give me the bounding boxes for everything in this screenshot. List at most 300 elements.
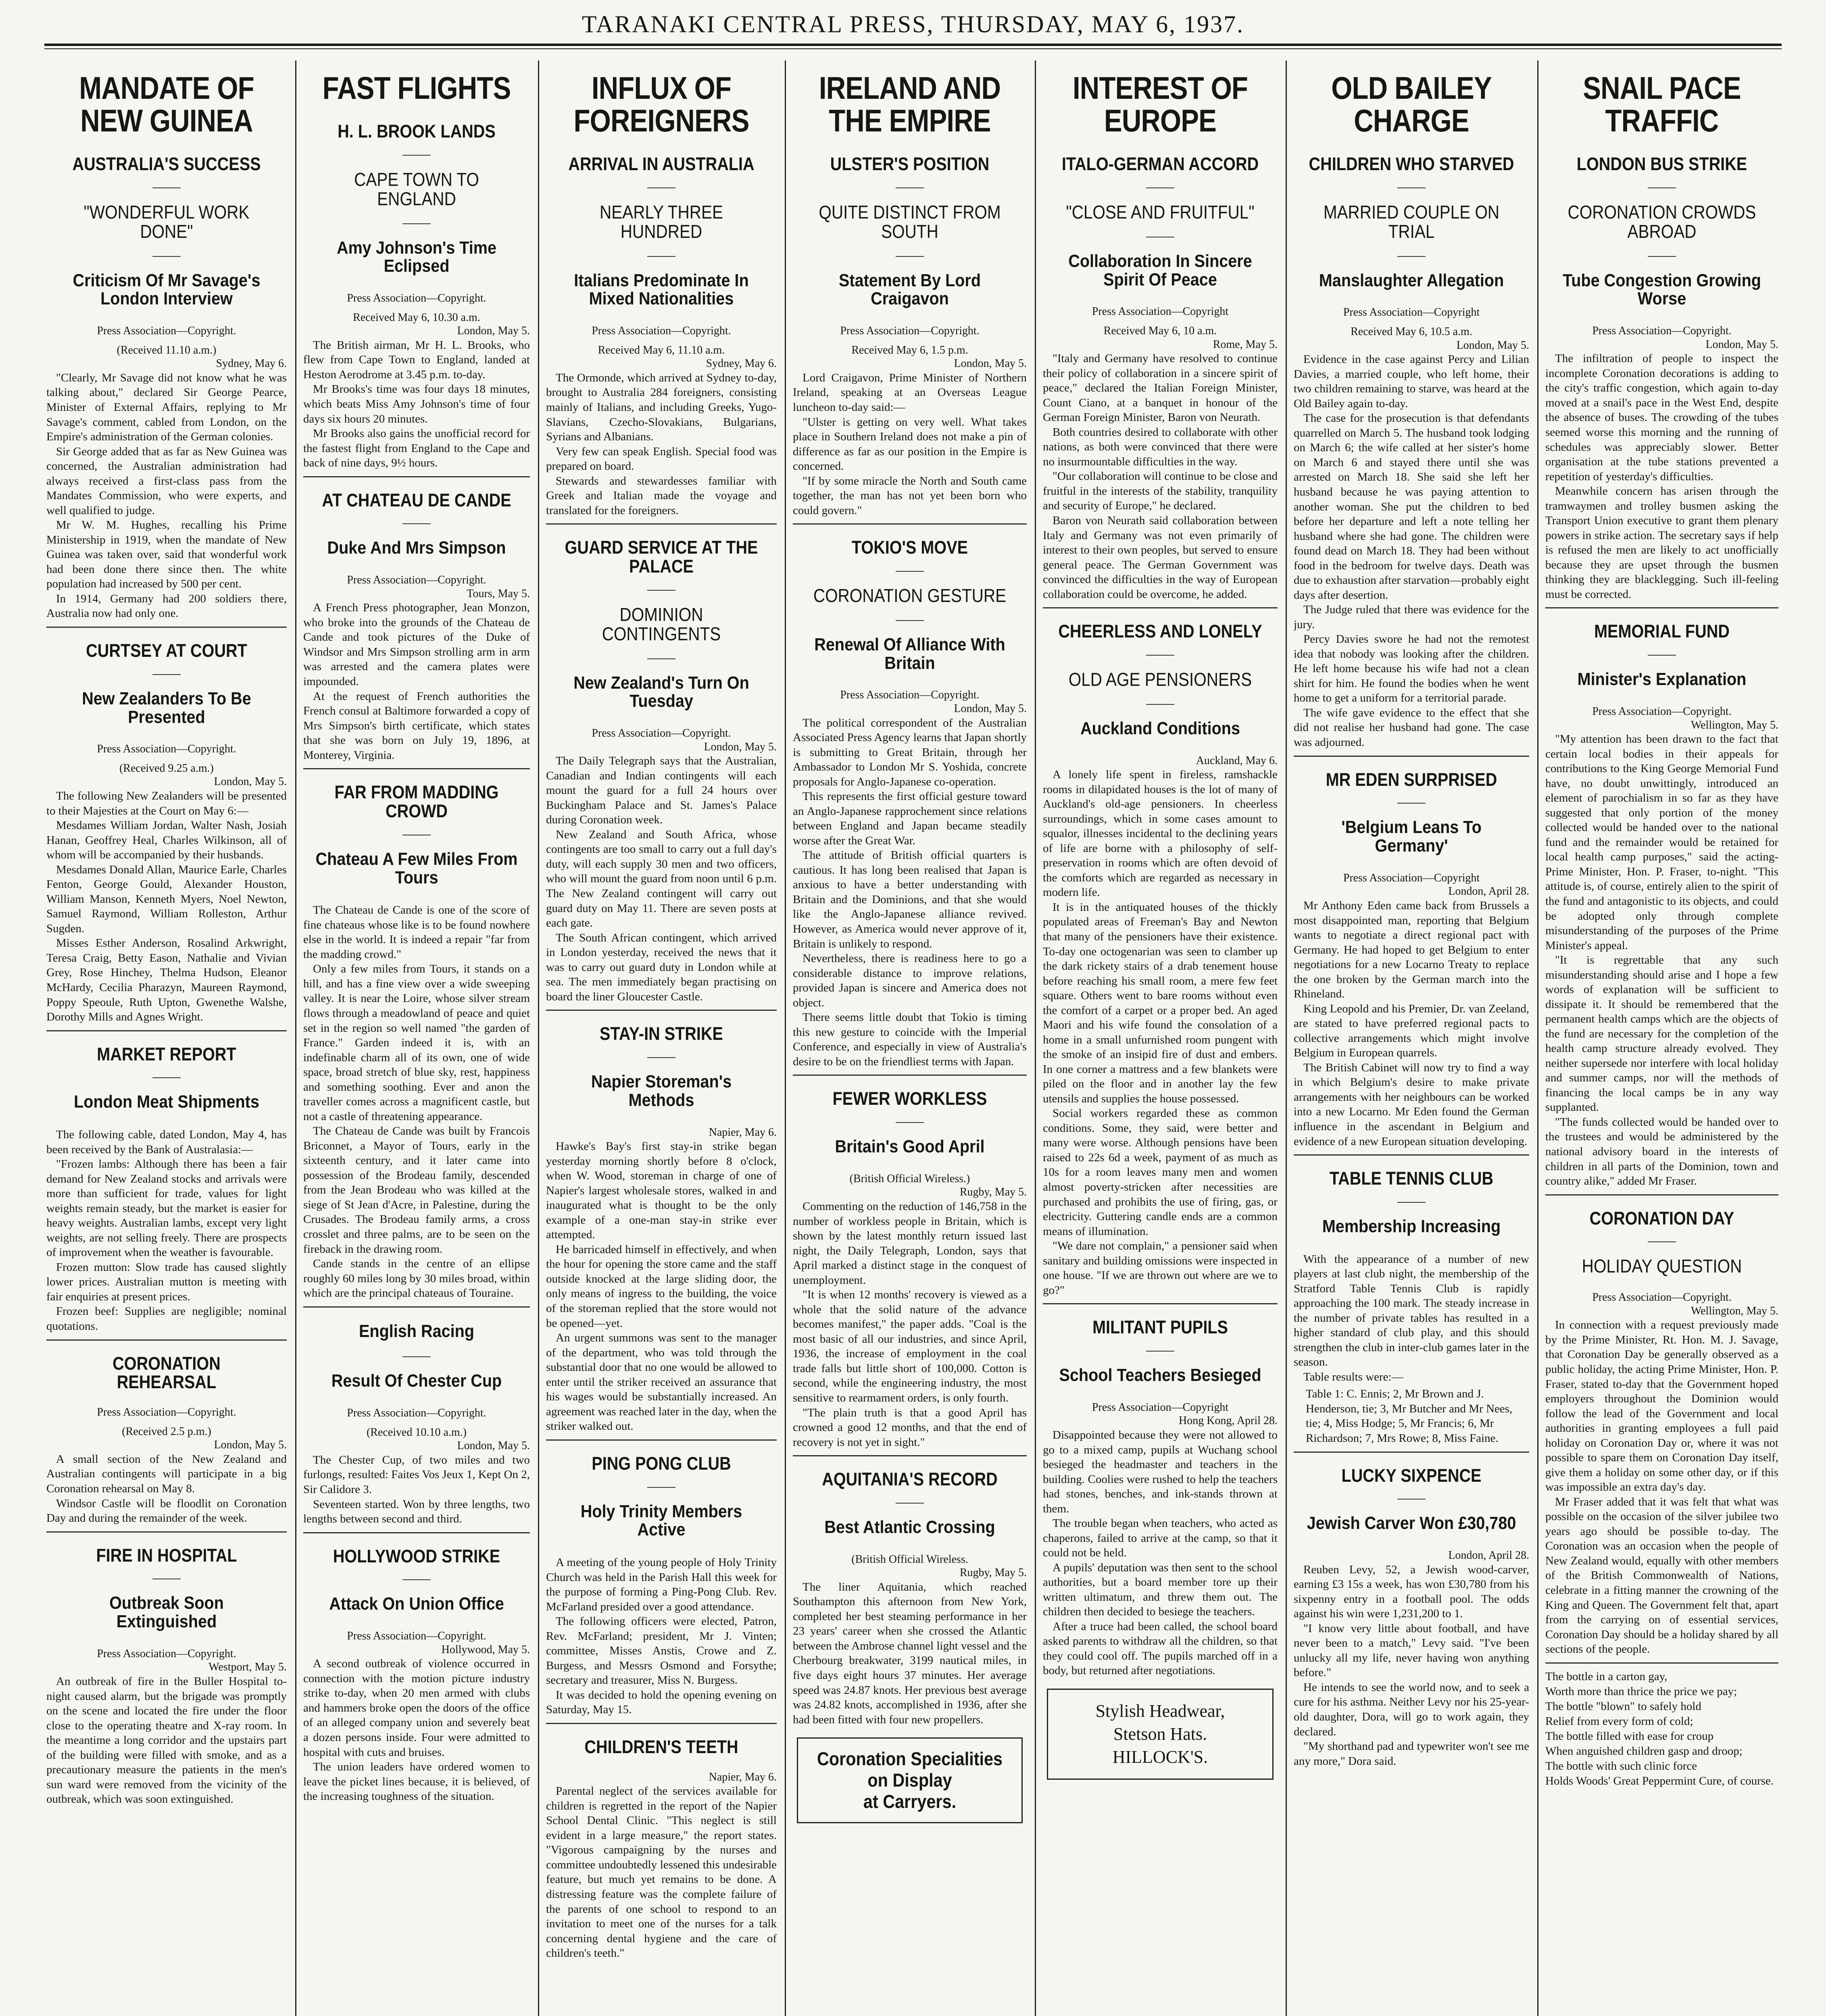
ad-line: HILLOCK'S. <box>1112 1747 1208 1767</box>
article-snail-pace-traffic <box>1545 72 1778 602</box>
rule <box>402 1579 431 1580</box>
paragraph: Mr W. M. Hughes, recalling his Prime Ministership in 1919, when the mandate of New Guinea was taken over, said that wonderful work had been done there since then. The white population had increased by 500 per cent. <box>46 519 287 591</box>
paragraph: The Judge ruled that there was evidence for the jury. <box>1294 603 1529 631</box>
paragraph: The trouble began when teachers, who acted as chaperons, failed to arrive at the camp, so that it could not be held. <box>1043 1517 1278 1560</box>
rule <box>402 155 431 156</box>
subheading: London Meat Shipments <box>74 1092 259 1112</box>
headline: CURTSEY AT COURT <box>86 640 247 661</box>
rule <box>1397 256 1426 257</box>
article-memorial-fund <box>1545 622 1778 1188</box>
rule <box>1397 803 1426 804</box>
paragraph: "Our collaboration will continue to be close and fruitful in the interests of the stability, tranquility and security of Europe," he declared. <box>1043 470 1278 512</box>
paragraph: A lonely life spent in fireless, ramshackle rooms in dilapidated houses is the lot of many of Auckland's old-age pensioners. In cheerless surroundings, which in some cases amount to squalor, illnesses incidental to the declining years of life are borne with a philosophy of self-preservation in rooms which are often devoid of the comforts which are regarded as necessary in modern life. <box>1043 768 1278 899</box>
rule <box>647 187 675 188</box>
subheading: AUSTRALIA'S SUCCESS <box>72 154 261 175</box>
paragraph: The wife gave evidence to the effect that she did not realise her husband had gone. The case was adjourned. <box>1294 706 1529 749</box>
paragraph: The political correspondent of the Australian Associated Press Agency learns that Japan shortly is submitting to Great Britain, through her Ambassador to London Mr S. Yoshida, concrete proposals for Anglo-Japanese co-operation. <box>793 716 1027 788</box>
rule <box>1648 655 1676 656</box>
subheading: Manslaughter Allegation <box>1319 270 1504 290</box>
subheading: MARRIED COUPLE ON TRIAL <box>1323 202 1500 242</box>
dateline: London, May 5. <box>214 775 287 788</box>
section-divider <box>793 1075 1027 1076</box>
section-divider <box>546 1723 777 1724</box>
paragraph: The attitude of British official quarters is cautious. It has long been realised that Japan is anxious to have a better understanding with Britain and the Dominions, and that she would like the Anglo-Japanese alliance revived. However, as America would never approve of it, Britain is unlikely to respond. <box>793 849 1027 950</box>
section-divider <box>303 768 530 769</box>
masthead-rule <box>44 48 1782 49</box>
dateline: Sydney, May 6. <box>216 357 287 370</box>
paragraph: The British airman, Mr H. L. Brooks, who flew from Cape Town to England, landed at Heston Aerodrome at 3.45 p.m. to-day. <box>303 338 530 381</box>
paragraph: Commenting on the reduction of 146,758 in the number of workless people in Britain, which is shown by the latest monthly return issued last night, the Daily Telegraph, London, says that April marked a distinct stage in the conquest of unemployment. <box>793 1200 1027 1287</box>
ad-line: at Carryers. <box>863 1791 957 1812</box>
credit: (Received 11.10 a.m.) <box>117 344 217 356</box>
dateline: London, May 5. <box>954 702 1027 715</box>
rule <box>896 256 924 257</box>
headline: CHEERLESS AND LONELY <box>1058 621 1262 642</box>
dateline: Wellington, May 5. <box>1691 719 1778 731</box>
paragraph: The British Cabinet will now try to find a way in which Belgium's desire to make private arrangements with her neighbours can be worked into a new Locarno. Mr Eden found the German influence in the ascendant in Belgium and evidence of a new European situation developing. <box>1294 1061 1529 1148</box>
paragraph: "We dare not complain," a pensioner said when sanitary and building omissions were inspected in one house. "If we are thrown out where are we to go?" <box>1043 1239 1278 1297</box>
paragraph: "I know very little about football, and have never been to a match," Levy said. "I've been unlucky all my life, never having won anything before." <box>1294 1622 1529 1679</box>
rule <box>1146 1351 1174 1352</box>
article-fast-flights <box>303 72 530 471</box>
paragraph: The following New Zealanders will be presented to their Majesties at the Court on May 6:— <box>46 789 287 817</box>
rule <box>647 590 675 591</box>
dateline: London, May 5. <box>704 740 777 753</box>
credit: Received May 6, 10 a.m. <box>1103 324 1217 337</box>
article-militant-pupils <box>1043 1318 1278 1678</box>
subheading: Collaboration In Sincere Spirit Of Peace <box>1068 251 1252 289</box>
dateline: Rome, May 5. <box>1213 338 1278 351</box>
section-divider <box>1043 607 1278 608</box>
column-6 <box>1294 56 1529 2016</box>
subheading: Duke And Mrs Simpson <box>327 538 506 558</box>
masthead <box>0 0 1826 60</box>
paragraph: Misses Esther Anderson, Rosalind Arkwright, Teresa Craig, Betty Eason, Nathalie and Vivian Grey, Rose Hinchey, Thelma Hudson, Eleanor McHardy, Cecilia Pharazyn, Maureen Raymond, Poppy Speoule, Ruth Upton, Gwenethe Walshe, Dorothy Mills and Agnes Wright. <box>46 937 287 1024</box>
paragraph: The case for the prosecution is that defendants quarrelled on March 5. The husband took lodging on March 6; the wife called at her sister's home on March 6 and stayed there until she was arrested on March 18. She said she left her husband because he was paying attention to another woman. She put the children to bed before her departure and left a note telling her husband where she had gone. The children were found dead on March 18. They had been without food in the bedroom for twelve days. Death was due to exhaustion after starvation—probably eight days after desertion. <box>1294 412 1529 602</box>
paragraph: A meeting of the young people of Holy Trinity Church was held in the Parish Hall this week for the purpose of forming a Ping-Pong Club. Rev. McFarland presided over a good attendance. <box>546 1556 777 1613</box>
subheading: Napier Storeman's Methods <box>591 1072 732 1110</box>
paragraph: "It is when 12 months' recovery is viewed as a whole that the solid nature of the advance becomes manifest," the paper adds. "Coal is the most basic of all our industries, and since April, 1936, the increase of employment in the coal trade falls but little short of 100,000. Cotton is second, while the engineering industry, the most sensitive to rearmament orders, is only fourth. <box>793 1288 1027 1404</box>
rule <box>1146 187 1174 188</box>
credit: Press Association—Copyright. <box>840 689 980 702</box>
section-divider <box>1545 607 1778 608</box>
ad-line: Worth more than thrice the price we pay; <box>1545 1685 1737 1698</box>
subheading: Holy Trinity Members Active <box>580 1501 742 1540</box>
headline: CORONATION DAY <box>1589 1208 1734 1229</box>
rule <box>896 620 924 621</box>
article-table-tennis-club <box>1294 1169 1529 1445</box>
ad-line: Relief from every form of cold; <box>1545 1714 1693 1728</box>
paragraph: Seventeen started. Won by three lengths, two lengths between second and third. <box>303 1497 530 1526</box>
paragraph: Very few can speak English. Special food was prepared on board. <box>546 445 777 473</box>
credit: Press Association—Copyright. <box>840 325 980 337</box>
credit: Press Association—Copyright. <box>97 743 236 756</box>
subheading: "CLOSE AND FRUITFUL" <box>1066 202 1255 223</box>
credit: Press Association—Copyright. <box>347 292 486 305</box>
subheading: OLD AGE PENSIONERS <box>1068 669 1252 690</box>
paragraph: A second outbreak of violence occurred in connection with the motion picture industry strike to-day, when 20 men armed with clubs and hammers broke open the doors of the office of an alleged company union and severely beat a dozen persons inside. Four were admitted to hospital with cuts and bruises. <box>303 1657 530 1759</box>
headline: INTEREST OF EUROPE <box>1072 70 1248 139</box>
headline: AQUITANIA'S RECORD <box>822 1469 998 1490</box>
section-divider <box>46 1531 287 1533</box>
article-interest-of-europe <box>1043 72 1278 602</box>
paragraph: Frozen mutton: Slow trade has caused slightly lower prices. Australian mutton is meeting with fair enquiries at present prices. <box>46 1260 287 1303</box>
paragraph: Mesdames William Jordan, Walter Nash, Josiah Hanan, Geoffrey Heal, Charles Wilkinson, all of whom will be accompanied by their husbands. <box>46 819 287 862</box>
subheading: CORONATION CROWDS ABROAD <box>1568 202 1756 242</box>
paragraph: Mr Brooks also gains the unofficial record for the fastest flight from England to the Cape and back of nine days, 9½ hours. <box>303 427 530 470</box>
subheading: NEARLY THREE HUNDRED <box>600 202 723 242</box>
credit: Press Association—Copyright. <box>1592 1291 1732 1304</box>
paragraph: "My shorthand pad and typewriter won't see me any more," Dora said. <box>1294 1740 1529 1768</box>
article-market-report <box>46 1045 287 1334</box>
dateline: Auckland, May 6. <box>1196 754 1278 767</box>
subheading: DOMINION CONTINGENTS <box>602 604 721 644</box>
paragraph: Social workers regarded these as common conditions. Some, they said, were better and many were worse. Although pensions have been raised to 22s 6d a week, payment of as much as 10s for a room leaves many men and women almost poverty-stricken after necessities are purchased and prohibits the use of firing, gas, or electricity. Guttering candle ends are a common means of illumination. <box>1043 1107 1278 1238</box>
article-cheerless-and-lonely <box>1043 622 1278 1297</box>
paragraph: It is in the antiquated houses of the thickly populated areas of Freeman's Bay and Newton that many of the pensioners have their existence. To-day one octogenarian was seen to clamber up the dark rickety stairs of a drab tenement house before reaching his small room, a mere few feet square. Others went to bare rooms without even the comfort of a carpet or a proper bed. An aged Maori and his wife found the consolation of a home in a small unfurnished room pungent with the smoke of an insipid fire of dust and embers. In one corner a mattress and a few blankets were piled on the floor and in another lay the few utensils and supplies the house possessed. <box>1043 900 1278 1105</box>
section-divider <box>1294 756 1529 757</box>
credit: (Received 10.10 a.m.) <box>366 1426 467 1439</box>
credit: Press Association—Copyright <box>1092 305 1229 318</box>
headline: STAY-IN STRIKE <box>600 1023 723 1044</box>
dateline: London, April 28. <box>1448 1549 1529 1562</box>
credit: (Received 9.25 a.m.) <box>119 762 214 775</box>
column-2 <box>303 56 530 2016</box>
credit: (British Official Wireless. <box>851 1553 968 1566</box>
advertisement <box>797 1737 1023 1823</box>
credit: Press Association—Copyright. <box>97 325 236 337</box>
subheading: QUITE DISTINCT FROM SOUTH <box>819 202 1001 242</box>
ad-line: Stetson Hats. <box>1113 1724 1207 1744</box>
paragraph: Mr Fraser added that it was felt that what was possible on the occasion of the silver jubilee two years ago should be possible to-day. The Coronation was an occasion when the people of New Zealand would, equally with other members of the British Commonwealth of Nations, celebrate in a fitting manner the crowning of the King and Queen. The Government felt that, apart from the carrying on of essential services, Coronation Day should be a holiday shared by all sections of the people. <box>1545 1495 1778 1656</box>
headline: FEWER WORKLESS <box>832 1088 987 1109</box>
paragraph: A French Press photographer, Jean Monzon, who broke into the grounds of the Chateau de Cande and took pictures of the Duke of Windsor and Mrs Simpson strolling arm in arm was arrested and the camera plates were impounded. <box>303 601 530 688</box>
section-divider <box>46 1339 287 1341</box>
paragraph: An outbreak of fire in the Buller Hospital to-night caused alarm, but the brigade was promptly on the scene and located the fire under the floor close to the operating theatre and X-ray room. In the meantime a long corridor and the upstairs part of the building were filled with smoke, and as a precautionary measure the patients in the men's sun ward were removed from the vicinity of the outbreak, which was soon extinguished. <box>46 1675 287 1806</box>
ad-line: The bottle filled with ease for croup <box>1545 1730 1714 1743</box>
article-curtsey-at-court <box>46 641 287 1025</box>
paragraph: Table results were:— <box>1303 1370 1403 1383</box>
paragraph: The Ormonde, which arrived at Sydney to-day, brought to Australia 284 foreigners, consisting mainly of Italians, and including Greeks, Yugo-Slavians, Czecho-Slovakians, Bulgarians, Syrians and Albanians. <box>546 371 777 444</box>
paragraph: Parental neglect of the services available for children is regretted in the report of the Napier School Dental Clinic. "This neglect is still evident in a large measure," the report states. "Vigorous campaigning by the nurses and committee undoubtedly lessened this undesirable feature, but much yet remains to be done. A distressing feature was the complete failure of the parents of one school to respond to an invitation to meet one of the nurses for a talk concerning dental hygiene and the care of children's teeth." <box>546 1785 777 1960</box>
rule <box>896 187 924 188</box>
rule <box>1397 187 1426 188</box>
headline: CORONATION REHEARSAL <box>113 1353 221 1393</box>
dateline: Napier, May 6. <box>709 1770 777 1783</box>
credit: Press Association—Copyright. <box>592 325 731 337</box>
paragraph: The Chester Cup, of two miles and two furlongs, resulted: Faites Vos Jeux 1, Kept On 2, Sir Calidore 3. <box>303 1453 530 1496</box>
credit: Press Association—Copyright. <box>347 1630 486 1643</box>
article-guard-service <box>546 538 777 1004</box>
ad-line: Stylish Headwear, <box>1095 1701 1225 1721</box>
article-aquitanias-record <box>793 1470 1027 1727</box>
column-4 <box>793 56 1027 2016</box>
paragraph: Mr Anthony Eden came back from Brussels a most disappointed man, reporting that Belgium wants to negotiate a direct regional pact with Germany. He had hoped to get Belgium to enter negotiations for a new Locarno Treaty to replace the one broken by the German march into the Rhineland. <box>1294 899 1529 1001</box>
dateline: Rugby, May 5. <box>959 1566 1027 1579</box>
paragraph: New Zealand and South Africa, whose contingents are too small to carry out a full day's duty, will each supply 30 men and two officers, who will mount the guard from noon until 6 p.m. The New Zealand contingent will carry out guard duty on May 11. There are seven posts at each gate. <box>546 828 777 930</box>
paragraph: Lord Craigavon, Prime Minister of Northern Ireland, speaking at an Overseas League luncheon to-day said:— <box>793 371 1027 414</box>
paragraph: Reuben Levy, 52, a Jewish wood-carver, earning £3 15s a week, has won £30,780 from his sixpenny entry in a football pool. The odds against his win were 1,231,200 to 1. <box>1294 1563 1529 1620</box>
dateline: Hollywood, May 5. <box>441 1643 530 1656</box>
dateline: Wellington, May 5. <box>1691 1304 1778 1317</box>
subheading: Tube Congestion Growing Worse <box>1562 270 1761 309</box>
article-lucky-sixpence <box>1294 1466 1529 1769</box>
credit: Press Association—Copyright. <box>592 727 731 740</box>
article-tokios-move <box>793 538 1027 1069</box>
ad-line: The bottle in a carton gay, <box>1545 1670 1668 1683</box>
dateline: London, May 5. <box>214 1439 287 1452</box>
paragraph: Nevertheless, there is readiness here to go a considerable distance to improve relations, provided Japan is sincere and America does not object. <box>793 952 1027 1009</box>
article-mandate-new-guinea <box>46 72 287 621</box>
subheading: Statement By Lord Craigavon <box>838 270 981 309</box>
credit: Press Association—Copyright. <box>347 1407 486 1420</box>
article-coronation-rehearsal <box>46 1354 287 1526</box>
rule <box>1648 187 1676 188</box>
rule <box>1648 256 1676 257</box>
credit: Press Association—Copyright <box>1092 1401 1229 1414</box>
subheading: H. L. BROOK LANDS <box>338 121 496 142</box>
headline: OLD BAILEY CHARGE <box>1331 70 1492 139</box>
ad-line: The bottle "blown" to safely hold <box>1545 1699 1701 1713</box>
column-rule <box>538 60 539 2016</box>
column-3 <box>546 56 777 2016</box>
table-results: Table 1: C. Ennis; 2, Mr Brown and J. Henderson, tie; 3, Mr Butcher and Mr Nees, tie; 4, Miss Hodge; 5, Mr Francis; 6, Mr Richardson; 7, Mrs Rowe; 8, Miss Faine. <box>1306 1387 1513 1445</box>
subheading: ARRIVAL IN AUSTRALIA <box>568 154 755 175</box>
dateline: London, May 5. <box>1705 338 1778 351</box>
paragraph: The infiltration of people to inspect the incomplete Coronation decorations is adding to the city's traffic congestion, which again to-day moved at a snail's pace in the West End, despite the absence of buses. The crowding of the tubes seemed worse this morning and the running of schedules was appreciably slower. Better organisation at the tube stations prevented a repetition of yesterday's difficulties. <box>1545 352 1778 483</box>
paragraph: The South African contingent, which arrived in London yesterday, received the news that it was to carry out guard duty in London while at sea. The men immediately began practising on board the liner Gloucester Castle. <box>546 931 777 1003</box>
paragraph: The Chateau de Cande is one of the score of fine chateaus whose like is to be found nowhere else in the world. It is indeed a repair "far from the madding crowd." <box>303 904 530 961</box>
paragraph: There seems little doubt that Tokio is timing this new gesture to coincide with the Imperial Conference, and especially in view of Australia's desire to be on the friendliest terms with Japan. <box>793 1011 1027 1068</box>
rule <box>896 571 924 572</box>
paragraph: The Chateau de Cande was built by Francois Briconnet, a Mayor of Tours, early in the sixteenth century, and it later came into possession of the Brodeau family, descended from the Jean Brodeau who was killed at the siege of St Jean d'Acre, in Palestine, during the Crusades. The Brodeau family arms, a cross crosslet and three palms, are to be seen on the fireback in the drawing room. <box>303 1125 530 1256</box>
credit: Received May 6, 1.5 p.m. <box>851 344 968 356</box>
credit: Received May 6, 10.30 a.m. <box>353 311 480 324</box>
subheading: New Zealand's Turn On Tuesday <box>573 673 749 711</box>
article-english-racing <box>303 1322 530 1527</box>
paragraph: Meanwhile concern has arisen through the tramwaymen and trolley busmen asking the Transport Union executive to grant them plenary powers in strike action. The secretary says if help is refused the men are likely to act unofficially because they are upset through the busmen thinking they are blacklegging. Such ill-feeling must be corrected. <box>1545 485 1778 601</box>
section-divider <box>546 1010 777 1011</box>
column-7 <box>1545 56 1778 2016</box>
subheading: Chateau A Few Miles From Tours <box>315 849 518 887</box>
headline: INFLUX OF FOREIGNERS <box>573 70 749 139</box>
subheading: LONDON BUS STRIKE <box>1576 154 1747 175</box>
headline: IRELAND AND THE EMPIRE <box>819 70 1001 139</box>
rule <box>152 1077 181 1078</box>
rule <box>402 1356 431 1357</box>
paragraph: Mr Brooks's time was four days 18 minutes, which beats Miss Amy Johnson's time of four days six hours 20 minutes. <box>303 383 530 425</box>
dateline: London, May 5. <box>457 325 530 337</box>
article-far-from-madding-crowd <box>303 783 530 1300</box>
rule <box>1648 1241 1676 1242</box>
section-divider <box>46 627 287 628</box>
subheading: Criticism Of Mr Savage's London Interview <box>73 270 261 309</box>
paragraph: In 1914, Germany had 200 soldiers there, Australia now had only one. <box>46 592 287 620</box>
subheading: Result Of Chester Cup <box>331 1371 502 1391</box>
masthead-title: TARANAKI CENTRAL PRESS, THURSDAY, MAY 6, 1937. <box>582 11 1244 37</box>
paragraph: Hawke's Bay's first stay-in strike began yesterday morning shortly before 8 o'clock, when W. Wood, storeman in charge of one of Napier's largest wholesale stores, walked in and inaugurated what is thought to be the only example of a one-man stay-in strike ever attempted. <box>546 1140 777 1241</box>
rule <box>152 674 181 675</box>
rule <box>896 1503 924 1504</box>
section-divider <box>303 1532 530 1533</box>
paragraph: He barricaded himself in effectively, and when the hour for opening the store came and the staff outside knocked at the large sliding door, the only means of ingress to the building, the voice of the storeman replied that the store would not be opened—yet. <box>546 1243 777 1330</box>
paragraph: Evidence in the case against Percy and Lilian Davies, a married couple, who left home, their two children remaining to starve, was heard at the Old Bailey again to-day. <box>1294 353 1529 410</box>
article-eden-surprised <box>1294 771 1529 1149</box>
article-fire-in-hospital <box>46 1546 287 1807</box>
rule <box>647 1057 675 1058</box>
dateline: Hong Kong, April 28. <box>1179 1414 1278 1427</box>
paragraph: Windsor Castle will be floodlit on Coronation Day and during the remainder of the week. <box>46 1497 287 1525</box>
section-divider <box>546 523 777 525</box>
ad-line: Coronation Specialities on Display <box>817 1748 1003 1791</box>
headline: HOLLYWOOD STRIKE <box>333 1545 500 1566</box>
rule <box>152 256 181 257</box>
paragraph: "The plain truth is that a good April has crowned a good 12 months, and that the end of recovery is not yet in sight." <box>793 1406 1027 1449</box>
rule <box>647 256 675 257</box>
peppermint-cure-advertisement <box>1545 1669 1778 1789</box>
paragraph: Both countries desired to collaborate with other nations, as both were convinced that there were no insurmountable difficulties in the way. <box>1043 425 1278 468</box>
subheading: 'Belgium Leans To Germany' <box>1341 817 1482 856</box>
credit: Press Association—Copyright. <box>1592 705 1732 718</box>
paragraph: Mesdames Donald Allan, Maurice Earle, Charles Fenton, George Gould, Alexander Houston, William Manson, Kenneth Myers, Noel Newton, Samuel Raymond, William Rolleston, Arthur Sugden. <box>46 863 287 935</box>
dateline: London, May 5. <box>1456 339 1529 352</box>
column-rule <box>295 60 296 2016</box>
headline: FAST FLIGHTS <box>322 70 511 106</box>
subheading: Outbreak Soon Extinguished <box>109 1593 224 1632</box>
section-divider <box>1294 1452 1529 1453</box>
paragraph: It was decided to hold the opening evening on Saturday, May 15. <box>546 1688 777 1716</box>
article-ping-pong-club <box>546 1454 777 1717</box>
subheading: CAPE TOWN TO ENGLAND <box>354 169 479 209</box>
headline: English Racing <box>359 1321 475 1341</box>
rule <box>1397 1499 1426 1500</box>
paragraph: Frozen beef: Supplies are negligible; nominal quotations. <box>46 1305 287 1333</box>
column-1 <box>46 56 287 2016</box>
section-divider <box>1043 1303 1278 1304</box>
dateline: London, May 5. <box>954 357 1027 370</box>
column-rule <box>1537 60 1538 2016</box>
subheading: Best Atlantic Crossing <box>824 1517 995 1537</box>
credit: (Received 2.5 p.m.) <box>122 1425 211 1438</box>
credit: Press Association—Copyright. <box>1592 325 1732 337</box>
section-divider <box>1545 1194 1778 1195</box>
dateline: London, April 28. <box>1448 885 1529 898</box>
paragraph: After a truce had been called, the school board asked parents to withdraw all the children, so that they could cool off. The pupils marched off in a body, but returned after negotiations. <box>1043 1620 1278 1677</box>
masthead-rule <box>44 44 1782 46</box>
paragraph: Percy Davies swore he had not the remotest idea that nobody was looking after the children. He left home because his wife had not a clean shirt for him. He found the bodies when he went home to get a uniform for a territorial parade. <box>1294 633 1529 705</box>
headline: MEMORIAL FUND <box>1594 621 1730 642</box>
column-rule <box>1286 60 1287 2016</box>
rule <box>896 1122 924 1123</box>
subheading: Auckland Conditions <box>1080 718 1240 738</box>
rule <box>1146 704 1174 705</box>
paragraph: A small section of the New Zealand and Australian contingents will participate in a big Coronation rehearsal on May 8. <box>46 1452 287 1495</box>
paragraph: In connection with a request previously made by the Prime Minister, Rt. Hon. M. J. Savage, that Coronation Day be generally observed as a public holiday, the acting Prime Minister, Hon. P. Fraser, stated to-day that the Government hoped employers throughout the Dominion would follow the lead of the Government and local authorities in granting employees a full paid holiday on Coronation Day or, where it was not possible to spare them on Coronation Day itself, give them a holiday on some other day, or if this was impossible an extra day's day. <box>1545 1318 1778 1494</box>
headline: MILITANT PUPILS <box>1092 1317 1228 1338</box>
paragraph: "Frozen lambs: Although there has been a fair demand for New Zealand stocks and arrivals were more than sufficient for trade, values for light weights remain steady, but the market is easier for heavy weights. Australian lambs, except very light weights, are not selling freely. There are prospects of improvement when the weather is favourable. <box>46 1158 287 1259</box>
subheading: Britain's Good April <box>835 1137 985 1157</box>
subheading: Minister's Explanation <box>1577 669 1747 689</box>
subheading: "WONDERFUL WORK DONE" <box>83 202 250 242</box>
subheading: Italians Predominate In Mixed Nationalities <box>574 270 749 309</box>
subheading: Renewal Of Alliance With Britain <box>814 634 1005 673</box>
paragraph: King Leopold and his Premier, Dr. van Zeeland, are stated to have preferred regional pacts to collective arrangements which might involve Belgium in European quarrels. <box>1294 1002 1529 1060</box>
paragraph: "If by some miracle the North and South came together, the man has not yet been born who could govern." <box>793 474 1027 517</box>
credit: Received May 6, 11.10 a.m. <box>598 344 725 356</box>
article-old-bailey-charge <box>1294 72 1529 750</box>
article-fewer-workless <box>793 1089 1027 1450</box>
paragraph: Sir George added that as far as New Guinea was concerned, the Australian administration had always received a first-class pass from the Mandates Commission, who were experts, and well qualified to judge. <box>46 445 287 517</box>
paragraph: A pupils' deputation was then sent to the school authorities, but a board member tore up their written ultimatum, and threw them out. The children then decided to besiege the teachers. <box>1043 1561 1278 1618</box>
headline: AT CHATEAU DE CANDE <box>322 489 511 510</box>
article-ireland-and-empire <box>793 72 1027 518</box>
article-influx-of-foreigners <box>546 72 777 518</box>
credit: (British Official Wireless.) <box>849 1172 970 1185</box>
rule <box>647 1487 675 1488</box>
article-childrens-teeth <box>546 1738 777 1961</box>
subheading: Attack On Union Office <box>329 1594 504 1614</box>
headline: LUCKY SIXPENCE <box>1341 1465 1482 1486</box>
headline: FIRE IN HOSPITAL <box>96 1545 237 1566</box>
dateline: Tours, May 5. <box>467 587 530 600</box>
advertisement <box>1047 1689 1274 1780</box>
paragraph: "Ulster is getting on very well. What takes place in Southern Ireland does not make a pin of difference as far as our position in the Empire is concerned. <box>793 415 1027 473</box>
column-5 <box>1043 56 1278 2016</box>
subheading: CHILDREN WHO STARVED <box>1309 154 1514 175</box>
paragraph: Disappointed because they were not allowed to go to a mixed camp, pupils at Wuchang school besieged the headmaster and teachers in the building. Coolies were rushed to help the teachers had stones, benches, and ink-stands thrown at them. <box>1043 1428 1278 1515</box>
subheading: Jewish Carver Won £30,780 <box>1307 1513 1516 1533</box>
rule <box>152 187 181 188</box>
dateline: Napier, May 6. <box>709 1126 777 1139</box>
section-divider <box>793 523 1027 525</box>
ad-line: When anguished children gasp and droop; <box>1545 1745 1743 1758</box>
headline: MARKET REPORT <box>97 1043 236 1064</box>
paragraph: This represents the first official gesture toward an Anglo-Japanese rapprochement since relations between England and Japan became steadily worse after the Great War. <box>793 790 1027 847</box>
subheading: ITALO-GERMAN ACCORD <box>1061 154 1259 175</box>
column-rule <box>1035 60 1036 2016</box>
paragraph: The Daily Telegraph says that the Australian, Canadian and Indian contingents will each mount the guard for a full 24 hours over Buckingham Palace and St. James's Palace during Coronation week. <box>546 754 777 827</box>
headline: SNAIL PACE TRAFFIC <box>1583 70 1741 139</box>
article-chateau-de-cande <box>303 491 530 763</box>
paragraph: The following cable, dated London, May 4, has been received by the Bank of Australasia:— <box>46 1128 287 1156</box>
section-divider <box>793 1455 1027 1456</box>
section-divider <box>303 476 530 477</box>
section-divider <box>1545 1662 1778 1664</box>
paragraph: Stewards and stewardesses familiar with Greek and Italian made the voyage and translated for the foreigners. <box>546 474 777 517</box>
subheading: School Teachers Besieged <box>1059 1365 1261 1385</box>
paragraph: Cande stands in the centre of an ellipse roughly 60 miles long by 30 miles broad, within which are the principal chateaus of Touraine. <box>303 1257 530 1300</box>
paragraph: He intends to see the world now, and to seek a cure for his asthma. Neither Levy nor his 25-year-old daughter, Dora, will go to work again, they declared. <box>1294 1681 1529 1738</box>
credit: Received May 6, 10.5 a.m. <box>1351 325 1472 338</box>
dateline: Sydney, May 6. <box>706 357 777 370</box>
dateline: London, May 5. <box>457 1439 530 1452</box>
headline: FAR FROM MADDING CROWD <box>334 782 499 821</box>
article-stay-in-strike <box>546 1025 777 1434</box>
paragraph: "Italy and Germany have resolved to continue their policy of collaboration in a sincere spirit of peace," declared the Italian Foreign Minister, Count Ciano, at a banquet in honour of the German Foreign Minister, Baron von Neurath. <box>1043 352 1278 424</box>
credit: Press Association—Copyright <box>1343 306 1480 319</box>
section-divider <box>303 1306 530 1308</box>
headline: TABLE TENNIS CLUB <box>1329 1168 1494 1189</box>
paragraph: The following officers were elected, Patron, Rev. McFarland; president, Mr J. Vinten; committee, Misses Anstis, Crowe and Z. Burgess, and Messrs Osmond and Forsythe; secretary and treasurer, Miss N. Burgess. <box>546 1615 777 1687</box>
rule <box>647 658 675 659</box>
paragraph: Only a few miles from Tours, it stands on a hill, and has a fine view over a wide sweeping valley. It is near the Loire, whose silver stream flows through a meadowland of peace and quiet set in the region so well named "the garden of France." Garden indeed it is, with an indefinable charm all of its own, one of wide space, broad stretch of blue sky, rest, happiness and something soothing. Ever and anon the traveller comes across a magnificent castle, but not a castle of threatening appearance. <box>303 962 530 1123</box>
paragraph: "Clearly, Mr Savage did not know what he was talking about," declared Sir George Pearce, Minister of External Affairs, replying to Mr Savage's comment, cabled from London, on the Empire's administration of the German colonies. <box>46 371 287 444</box>
headline: TOKIO'S MOVE <box>851 537 968 558</box>
subheading: CORONATION GESTURE <box>813 585 1007 606</box>
paragraph: An urgent summons was sent to the manager of the department, who was told through the substantial door that no one would be allowed to enter until the striker received an assurance that his wages would be substantially increased. An agreement was reached later in the day, when the striker walked out. <box>546 1331 777 1433</box>
headline: CHILDREN'S TEETH <box>584 1736 738 1757</box>
paragraph: "The funds collected would be handed over to the trustees and would be administered by the national advisory board in the interests of children in all parts of the Dominion, town and country alike," added Mr Fraser. <box>1545 1115 1778 1188</box>
